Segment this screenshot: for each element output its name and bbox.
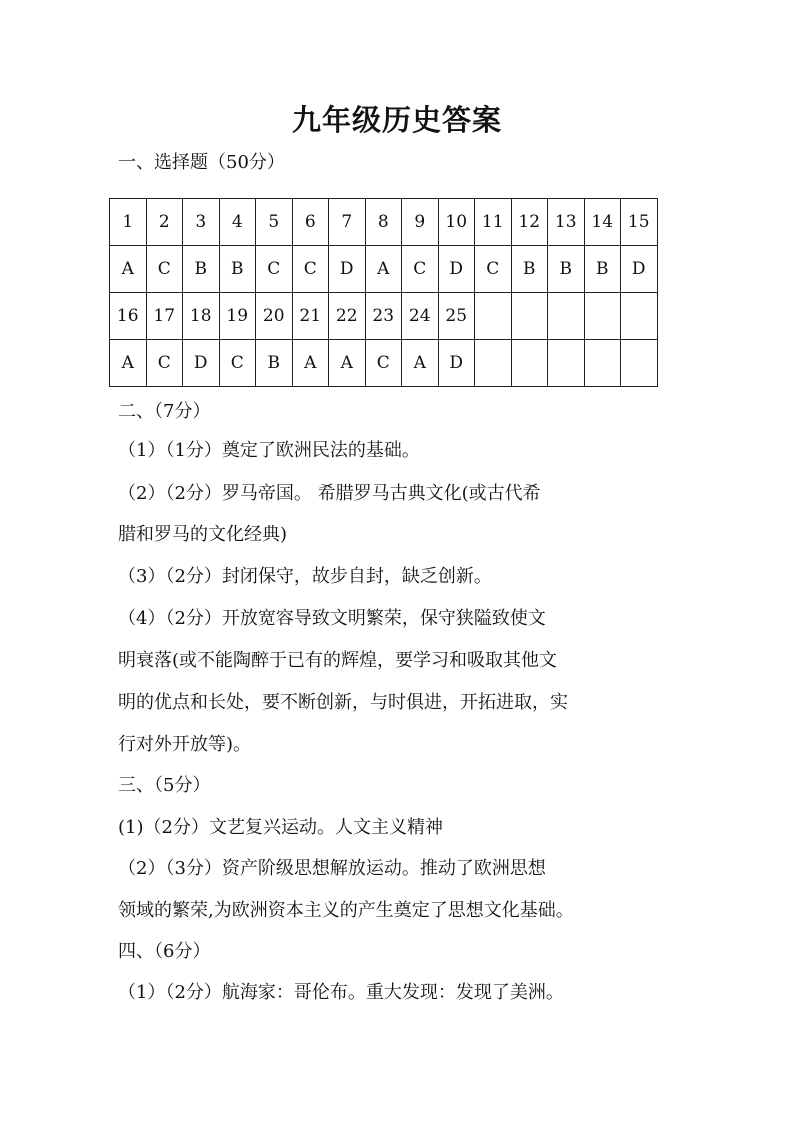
table-cell: 2 (146, 199, 183, 246)
table-row (110, 293, 658, 340)
table-cell: A (292, 340, 329, 387)
table-cell: A (110, 340, 147, 387)
table-cell: 1 (110, 199, 147, 246)
table-cell: C (146, 340, 183, 387)
section-4-line: （1）（2分）航海家：哥伦布。重大发现：发现了美洲。 (118, 982, 564, 1003)
table-cell: D (438, 246, 475, 293)
table-cell: 10 (438, 199, 475, 246)
table-cell (584, 293, 621, 340)
table-cell (548, 293, 585, 340)
table-cell: B (256, 340, 293, 387)
section-2-line: 行对外开放等)。 (118, 734, 252, 755)
section-3-heading: 三、（5分） (118, 775, 211, 796)
section-3-line: （2）（3分）资产阶级思想解放运动。推动了欧洲思想 (118, 858, 546, 879)
section-2-line: （3）（2分）封闭保守，故步自封，缺乏创新。 (118, 566, 492, 587)
table-cell: D (329, 246, 366, 293)
section-2-line: （2）（2分）罗马帝国。 希腊罗马古典文化(或古代希 (118, 483, 541, 504)
table-cell: 3 (183, 199, 220, 246)
table-row (110, 246, 658, 293)
table-cell (511, 340, 548, 387)
table-cell (621, 340, 658, 387)
table-cell: C (475, 246, 512, 293)
table-cell (548, 340, 585, 387)
table-cell: 23 (365, 293, 402, 340)
section-4-heading: 四、（6分） (118, 941, 211, 962)
section-2-line: 腊和罗马的文化经典) (118, 524, 288, 545)
table-cell: 5 (256, 199, 293, 246)
table-cell: 15 (621, 199, 658, 246)
section-2-line: （4）（2分）开放宽容导致文明繁荣，保守狭隘致使文 (118, 608, 546, 629)
table-cell (584, 340, 621, 387)
table-cell: A (110, 246, 147, 293)
table-cell: A (329, 340, 366, 387)
table-cell: A (402, 340, 439, 387)
table-cell: 20 (256, 293, 293, 340)
table-cell: A (365, 246, 402, 293)
table-cell: 11 (475, 199, 512, 246)
table-cell: B (584, 246, 621, 293)
section-2-line: 明衰落(或不能陶醉于已有的辉煌，要学习和吸取其他文 (118, 650, 558, 671)
table-cell: 9 (402, 199, 439, 246)
table-cell: 24 (402, 293, 439, 340)
table-cell: 13 (548, 199, 585, 246)
table-cell: 21 (292, 293, 329, 340)
table-cell: 18 (183, 293, 220, 340)
table-cell: 16 (110, 293, 147, 340)
table-cell: D (183, 340, 220, 387)
table-cell: 8 (365, 199, 402, 246)
section-3-line: 领域的繁荣,为欧洲资本主义的产生奠定了思想文化基础。 (118, 900, 574, 921)
table-cell: C (292, 246, 329, 293)
table-cell (621, 293, 658, 340)
table-cell (511, 293, 548, 340)
section-2-line: 明的优点和长处，要不断创新，与时俱进，开拓进取，实 (118, 692, 568, 713)
table-cell: 12 (511, 199, 548, 246)
table-cell: B (511, 246, 548, 293)
table-cell: 19 (219, 293, 256, 340)
table-cell: D (621, 246, 658, 293)
table-cell: C (219, 340, 256, 387)
table-cell: C (402, 246, 439, 293)
table-cell: 22 (329, 293, 366, 340)
table-cell: 4 (219, 199, 256, 246)
page-title: 九年级历史答案 (291, 103, 502, 137)
table-cell: C (365, 340, 402, 387)
section-2-line: （1）（1分）奠定了欧洲民法的基础。 (118, 440, 420, 461)
table-cell: B (183, 246, 220, 293)
section-3-line: (1)（2分）文艺复兴运动。人文主义精神 (118, 817, 443, 838)
table-row (110, 340, 658, 387)
table-cell: B (548, 246, 585, 293)
section-2-heading: 二、（7分） (118, 401, 211, 422)
table-cell: 7 (329, 199, 366, 246)
table-cell: 6 (292, 199, 329, 246)
table-cell: C (146, 246, 183, 293)
table-cell: 25 (438, 293, 475, 340)
table-row (110, 199, 658, 246)
table-cell: 17 (146, 293, 183, 340)
table-cell: D (438, 340, 475, 387)
answer-table (109, 198, 658, 387)
table-cell: 14 (584, 199, 621, 246)
table-cell: B (219, 246, 256, 293)
table-cell (475, 293, 512, 340)
table-cell (475, 340, 512, 387)
section-1-heading: 一、选择题（50分） (118, 152, 285, 173)
table-cell: C (256, 246, 293, 293)
